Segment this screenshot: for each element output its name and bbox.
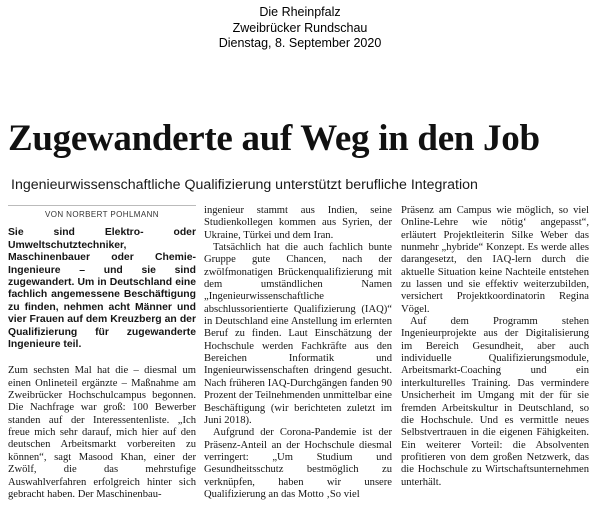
publication-date: Dienstag, 8. September 2020: [218, 36, 382, 50]
body-paragraph: Auf dem Programm stehen Ingenieurprojekte aus der Digitalisierung im Bereich Gesundheit, aber auch individuelle Qualifizierungsmodule, Arbeitsmarkt-Coaching und ein interkulturelles Training. Das verminderе Unsicherheit im Umgang mit der für sie fremden Arbeitskultur in Deutschland, so die Hochschule. Und es vermittle neues Selbstvertrauen in die eigenen Fähigkeiten. Ein weiterer Vorteil: die Absolventen profitieren von dem großen Netzwerk, das die Hochschule zu Wirtschaftsunternehmen unterhält.: [401, 316, 589, 488]
body-paragraph: ingenieur stammt aus Indien, seine Studienkollegen kommen aus Syrien, der Ukraine, Türkei und dem Iran.: [204, 205, 392, 241]
body-paragraph: Zum sechsten Mal hat die – diesmal um einen Onlineteil ergänzte – Maßnahme am Zweibrücker Hochschulcampus begonnen. Die Nachfrage war groß: 100 Bewerber standen auf der Interessentenliste. „Ich freue mich sehr darauf, mich hier auf den deutschen Arbeitsmarkt vorbereiten zu können“, sagt Masood Khan, einer der Zwölf, die das mehrstufige Auswahlverfahren erfolgreich hinter sich gebracht haben. Der Maschinenbau-: [8, 365, 196, 500]
newspaper-name: Die Rheinpfalz: [259, 5, 341, 19]
byline: VON NORBERT POHLMANN: [8, 205, 196, 227]
edition-name: Zweibrücker Rundschau: [232, 20, 368, 35]
masthead: [0, 5, 600, 52]
body-paragraph: Präsenz am Campus wie möglich, so viel Online-Lehre wie nötig‘ angepasst“, erläutert Projektleiterin Silke Weber das nunmehr „hybride“ Konzept. Es werde alles darangesetzt, den IAQ-lern durch die aktuelle Situation keine Nachteile entstehen zu lassen und sie effektiv weiterzubilden, versichert Projektkoordinatorin Regina Vögel.: [401, 205, 589, 315]
article-headline: Zugewanderte auf Weg in den Job: [8, 118, 540, 159]
body-paragraph: Aufgrund der Corona-Pandemie ist der Präsenz-Anteil an der Hochschule diesmal verringert: „Um Studium und Gesundheitsschutz bestmöglich zu verknüpfen, haben wir unsere Qualifizierung an das Motto ‚So viel: [204, 427, 392, 500]
article-column-1: [8, 205, 196, 501]
article-column-3: [401, 205, 589, 489]
article-subheadline: Ingenieurwissenschaftliche Qualifizierung unterstützt berufliche Integration: [11, 177, 478, 193]
teaser-paragraph: Sie sind Elektro- oder Umweltschutztechniker, Maschinenbauer oder Chemie-Ingenieure – und sie sind zugewandert. Um in Deutschland eine fachlich angemessene Beschäftigung zu finden, nehmen acht Männer und vier Frauen auf dem Kreuzberg an der Qualifizierung für zugewanderte Ingenieure teil.: [8, 227, 196, 350]
body-paragraph: Tatsächlich hat die auch fachlich bunte Gruppe gute Chancen, nach der zwölfmonatigen Brückenqualifizierung mit dem umständlichen Namen „Ingenieurwissenschaftliche abschlussorientierte Qualifizierung (IAQ)“ in Deutschland eine Anstellung im erlernten Beruf zu finden. Laut Einschätzung der Hochschule werden Fachkräfte aus den Bereichen Informatik und Ingenieurwissenschaften dringend gesucht. Nach früheren IAQ-Durchgängen fanden 90 Prozent der Teilnehmenden unmittelbar eine Beschäftigung (wir berichteten zuletzt im Juni 2018).: [204, 242, 392, 426]
article-column-2: [204, 205, 392, 501]
